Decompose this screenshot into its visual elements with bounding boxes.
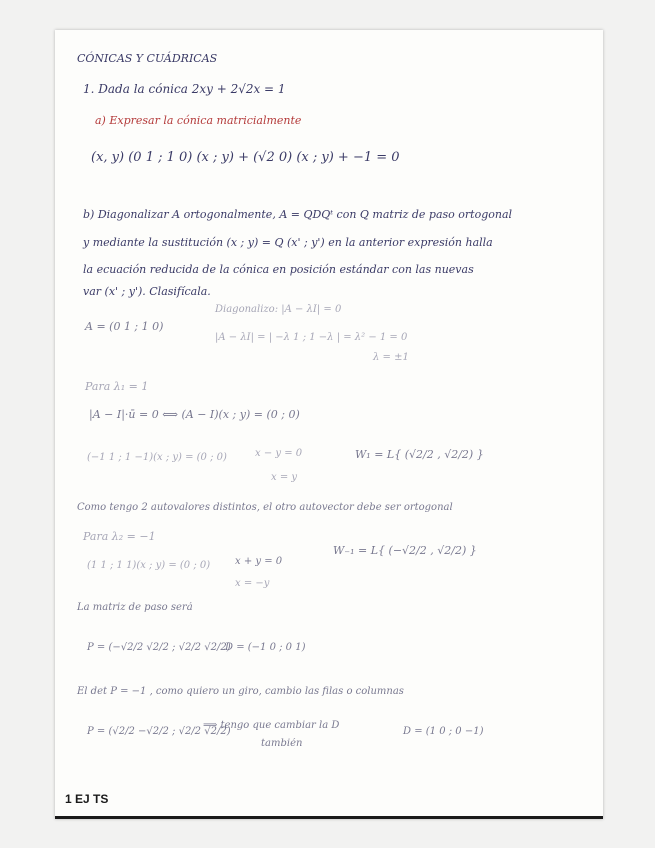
para-lambda-1: Para λ₁ = 1 bbox=[85, 380, 149, 393]
matrix-a: A = (0 1 ; 1 0) bbox=[85, 320, 164, 333]
page-title: CÓNICAS Y CUÁDRICAS bbox=[77, 52, 218, 65]
part-a-label: a) Expresar la cónica matricialmente bbox=[95, 114, 302, 127]
part-b-line-1: b) Diagonalizar A ortogonalmente, A = QDQᵗ con Q matriz de paso ortogonal bbox=[83, 208, 513, 221]
system-lambda-2: (1 1 ; 1 1)(x ; y) = (0 ; 0) bbox=[87, 560, 211, 571]
eigenspace-w-1: W₋₁ = L{ (−√2/2 , √2/2) } bbox=[333, 544, 477, 557]
part-a-equation: (x, y) (0 1 ; 1 0) (x ; y) + (√2 0) (x ; y) + −1 = 0 bbox=[91, 150, 400, 165]
det-comment: El det P = −1 , como quiero un giro, cambio las filas o columnas bbox=[77, 686, 404, 697]
determinant-expression: |A − λI| = | −λ 1 ; 1 −λ | = λ² − 1 = 0 bbox=[215, 332, 408, 343]
diagonalize-label: Diagonalizo: |A − λI| = 0 bbox=[215, 304, 342, 315]
part-b-line-4: var (x' ; y'). Clasifícala. bbox=[83, 285, 211, 298]
orthogonal-comment: Como tengo 2 autovalores distintos, el otro autovector debe ser ortogonal bbox=[77, 502, 453, 513]
matrix-p-1: P = (−√2/2 √2/2 ; √2/2 √2/2) bbox=[87, 642, 231, 653]
eigenspace-w1: W₁ = L{ (√2/2 , √2/2) } bbox=[355, 448, 484, 461]
system-lambda-1-eq1: x − y = 0 bbox=[255, 448, 303, 459]
lambda-roots: λ = ±1 bbox=[373, 352, 409, 363]
problem-statement: 1. Dada la cónica 2xy + 2√2x = 1 bbox=[83, 82, 286, 96]
matrix-p-2: P = (√2/2 −√2/2 ; √2/2 √2/2) bbox=[87, 726, 231, 737]
system-lambda-1-eq2: x = y bbox=[271, 472, 298, 483]
matrix-d-2: D = (1 0 ; 0 −1) bbox=[403, 726, 484, 737]
matrix-d-1: D = (−1 0 ; 0 1) bbox=[225, 642, 306, 653]
notebook-page bbox=[55, 30, 603, 819]
footer-tag: 1 EJ TS bbox=[65, 792, 109, 806]
system-lambda-2-eq2: x = −y bbox=[235, 578, 270, 589]
part-b-line-2: y mediante la sustitución (x ; y) = Q (x' ; y') en la anterior expresión halla bbox=[83, 236, 493, 249]
part-b-line-3: la ecuación reducida de la cónica en posición estándar con las nuevas bbox=[83, 263, 474, 276]
transition-matrix-label: La matriz de paso será bbox=[77, 602, 193, 613]
system-lambda-1: (−1 1 ; 1 −1)(x ; y) = (0 ; 0) bbox=[87, 452, 227, 463]
system-lambda-2-eq1: x + y = 0 bbox=[235, 556, 283, 567]
para-lambda-2: Para λ₂ = −1 bbox=[83, 530, 156, 543]
arrow-comment-2: también bbox=[261, 738, 303, 749]
equation-lambda-1: |A − I|·ū = 0 ⟺ (A − I)(x ; y) = (0 ; 0) bbox=[89, 408, 300, 421]
arrow-comment-1: ⟹ tengo que cambiar la D bbox=[203, 720, 340, 731]
